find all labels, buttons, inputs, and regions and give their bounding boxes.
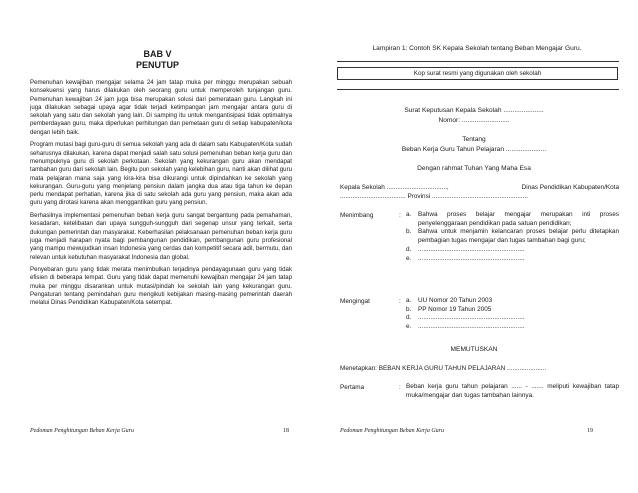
page-footer: Pedoman Penghitungan Beban Kerja Guru xyxy=(30,428,134,434)
list-item: d. ............................................................ xyxy=(406,245,525,253)
page-number: 18 xyxy=(283,428,289,434)
letterhead-box: Kop surat resmi yang digunakan oleh sekolah xyxy=(337,67,618,80)
issuer-province: ..................................... Provinsi ...................................................... xyxy=(340,193,528,201)
list-item: a. UU Nomor 20 Tahun 2003 xyxy=(406,297,493,304)
list-item: e. ............................................................ xyxy=(406,323,525,331)
appendix-caption: Lampiran 1: Contoh SK Kepala Sekolah tentang Beban Mengajar Guru. xyxy=(372,45,582,52)
list-item: e. ............................................................ xyxy=(406,254,525,262)
first-clause-text: Beban kerja guru tahun pelajaran ...... - ....... meliputi kewajiban tatap muka/mengajar dan tugas tambahan lainnya. xyxy=(406,383,619,399)
considering-colon: : xyxy=(399,212,401,219)
paragraph: Penyebaran guru yang tidak merata menimbulkan terjadinya pendayagunaan guru yang tidak efisien di beberapa tempat. Guru yang tidak dapat memenuhi kewajiban mengajar 24 jam tatap muka per minggu disarankan untuk mutasi/pindah ke sekolah lain yang kekurangan guru. Pengaturan tentang pemindahan guru mengikuti kebijakan masing-masing pemerintah daerah melalui Dinas Pendidikan Kabupaten/Kota setempat. xyxy=(30,266,292,307)
letterhead-top-rule xyxy=(337,61,619,62)
list-item: b. PP Nomor 19 Tahun 2005 xyxy=(406,305,492,313)
first-clause-colon: : xyxy=(399,384,401,391)
page-number: 19 xyxy=(587,428,593,434)
paragraph: Pemenuhan kewajiban mengajar selama 24 jam tatap muka per minggu merupakan sebuah konsekuensi yang harus dilakukan oleh seorang guru untuk memperoleh tunjangan guru. Pemenuhan kewajiban 24 jam juga bisa merupakan solusi dari pemerataan guru. Langkah ini juga dilakukan sebagai upaya agar tidak terjadi ketimpangan jam mengajar antara guru di sekolah yang satu dan sekolah yang lain. Di samping itu untuk mengantisipasi tidak optimalnya pemberdayaan guru, maka diperlukan perhitungan dan pemetaan guru di setiap kabupaten/kota dengan lebih baik. xyxy=(30,79,292,136)
decree-number: Nomor: .......................... xyxy=(438,117,510,124)
considering-list xyxy=(406,211,619,263)
decree-subject: Beban Kerja Guru Tahun Pelajaran ...................... xyxy=(401,146,547,153)
letterhead-rule xyxy=(337,89,619,90)
stipulates-line: Menetapkan: BEBAN KERJA GURU TAHUN PELAJARAN ...................... xyxy=(340,365,547,372)
first-clause-label: Pertama xyxy=(340,384,365,391)
list-item: d. ............................................................ xyxy=(406,314,525,322)
decree-invocation: Dengan rahmat Tuhan Yang Maha Esa xyxy=(417,165,531,172)
chapter-title: PENUTUP xyxy=(135,60,179,70)
chapter-number: BAB V xyxy=(143,49,172,59)
decree-issuer xyxy=(340,183,619,202)
paragraph: Program mutasi bagi guru-guru di semua sekolah yang ada di dalam satu Kabupaten/Kota sudah seharusnya dilakukan, karena dapat menjadi salah satu solusi pemenuhan beban kerja guru dan menumpuknya guru di sekolah perkotaan. Sekolah yang kekurangan guru akan mendapat tambahan guru dari sekolah lain. Begitu pun sekolah yang kelebihan guru, nanti akan dilihat guru mata pelajaran mana saja yang kira-kira bisa dikurangi untuk dipindahkan ke sekolah yang kekurangan. Guru-guru yang menjelang pensiun dalam jangka dua atau tiga tahun ke depan perlu mendapat perhatian, karena jika di satu sekolah ada guru yang pensiun, maka akan ada guru yang dirotasi karena akan menggantikan guru yang pensiun. xyxy=(30,141,292,207)
list-item: a. Bahwa proses belajar mengajar merupakan inti proses penyelenggaraan pendidikan pada satuan pendidikan; xyxy=(406,211,619,227)
recalling-colon: : xyxy=(399,298,401,305)
decree-about-label: Tentang xyxy=(462,136,486,143)
considering-label: Menimbang xyxy=(340,212,374,219)
right-page xyxy=(319,0,638,493)
list-item: b. Bahwa untuk menjamin kelancaran proses belajar perlu ditetapkan pembagian tugas mengajar dan tugas tambahan bagi guru; xyxy=(406,228,619,245)
chapter-body xyxy=(30,79,292,312)
paragraph: Berhasilnya implementasi pemenuhan beban kerja guru sangat bergantung pada pemahaman, kesadaran, ketelibatan dan upaya sungguh-sungguh dari segenap unsur yang terkait, serta dukungan pemerintah dan masyarakat. Keberhasilan pelaksanaan pemenuhan beban kerja guru juga menjadi harapan nyata bagi pembangunan pendidikan, pembangunan guru profesional yang mampu mewujudkan insan Indonesia yang cerdas dan kompetitif secara adil, bermutu, dan relevan untuk kebutuhan masyarakat Indonesia dan global. xyxy=(30,212,292,261)
recalling-list xyxy=(406,297,619,332)
issuer-office: Dinas Pendidikan Kabupaten/Kota xyxy=(521,184,619,191)
page-footer: Pedoman Penghitungan Beban Kerja Guru xyxy=(340,428,444,434)
decides-heading: MEMUTUSKAN xyxy=(450,346,498,353)
issuer-principal: Kepala Sekolah .................................., xyxy=(340,184,449,191)
decree-title: Surat Keputusan Kepala Sekolah ...................... xyxy=(404,107,544,114)
recalling-label: Mengingat xyxy=(340,298,370,305)
